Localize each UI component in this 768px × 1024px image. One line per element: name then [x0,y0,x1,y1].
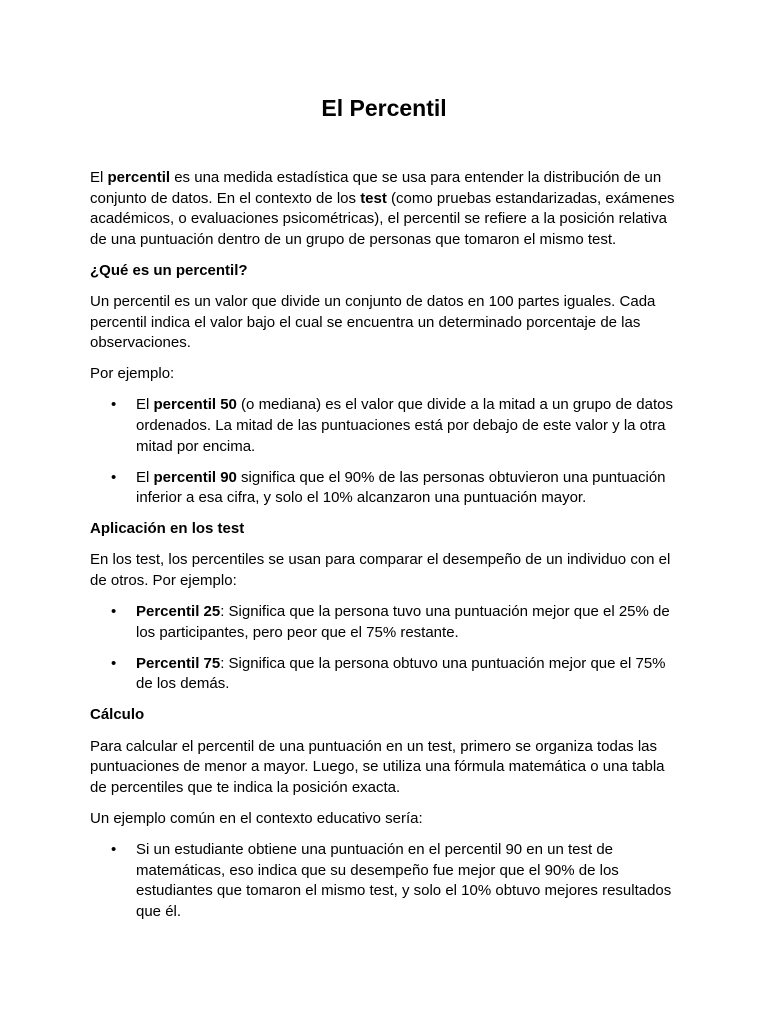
section1-paragraph-2: Por ejemplo: [90,365,175,383]
list-item-bold: percentil 50 [153,396,237,414]
section2-list [90,602,678,695]
bullet-icon: • [111,654,117,672]
list-item [111,395,678,457]
intro-bold-test: test [360,189,387,207]
list-item-prefix: El [136,468,154,486]
list-item-text: Si un estudiante obtiene una puntuación en el percentil 90 en un test de matemáticas, eso indica que su desempeño fue mejor que el 90% de los estudiantes que tomaron el mismo test, y solo el 10% obtuvo mejores resultados que él. [136,840,672,920]
list-item-bold: percentil 90 [153,468,237,486]
section1-list [90,395,678,508]
bullet-icon: • [111,468,117,486]
list-item-prefix: El [136,396,154,414]
list-item-bold: Percentil 25 [136,603,221,621]
list-item [111,468,678,509]
section3-paragraph-2: Un ejemplo común en el contexto educativo sería: [90,809,423,827]
intro-text-3: (como pruebas estandarizadas, exámenes académicos, o evaluaciones psicométricas), el percentil se refiere a la posición relativa de una puntuación dentro de un grupo de personas que tomaron el mismo test. [90,189,675,248]
intro-paragraph [90,168,678,250]
list-item [111,602,678,643]
page-title: El Percentil [321,95,447,121]
section2-paragraph-1: En los test, los percentiles se usan para comparar el desempeño de un individuo con el de otros. Por ejemplo: [90,551,671,589]
list-item [111,840,678,922]
intro-bold-percentil: percentil [107,169,171,186]
section-heading-aplicacion: Aplicación en los test [90,520,245,538]
bullet-icon: • [111,396,117,414]
list-item-bold: Percentil 75 [136,654,221,672]
section3-paragraph-1: Para calcular el percentil de una puntuación en un test, primero se organiza todas las puntuaciones de menor a mayor. Luego, se utiliza una fórmula matemática o una tabla de percentiles que te indica la posición exacta. [90,737,665,796]
intro-text-1: El [90,169,108,186]
list-item-text: (o mediana) es el valor que divide a la mitad a un grupo de datos ordenados. La mitad de las puntuaciones está por debajo de este valor y la otra mitad por encima. [136,396,673,455]
list-item-text: significa que el 90% de las personas obtuvieron una puntuación inferior a esa cifra, y solo el 10% alcanzaron una puntuación mayor. [136,468,666,507]
section1-paragraph-1: Un percentil es un valor que divide un conjunto de datos en 100 partes iguales. Cada percentil indica el valor bajo el cual se encuentra un determinado porcentaje de las observaciones. [90,292,656,352]
section-heading-calculo: Cálculo [90,706,145,724]
section-heading-que-es: ¿Qué es un percentil? [90,261,248,279]
bullet-icon: • [111,840,117,858]
list-item-text: : Significa que la persona tuvo una puntuación mejor que el 25% de los participantes, pero peor que el 75% restante. [136,603,670,641]
section3-list [90,840,678,922]
list-item-text: : Significa que la persona obtuvo una puntuación mejor que el 75% de los demás. [136,654,666,693]
intro-text-2: es una medida estadística que se usa para entender la distribución de un conjunto de datos. En el contexto de los [90,169,662,207]
list-item [111,654,678,695]
bullet-icon: • [111,603,117,621]
